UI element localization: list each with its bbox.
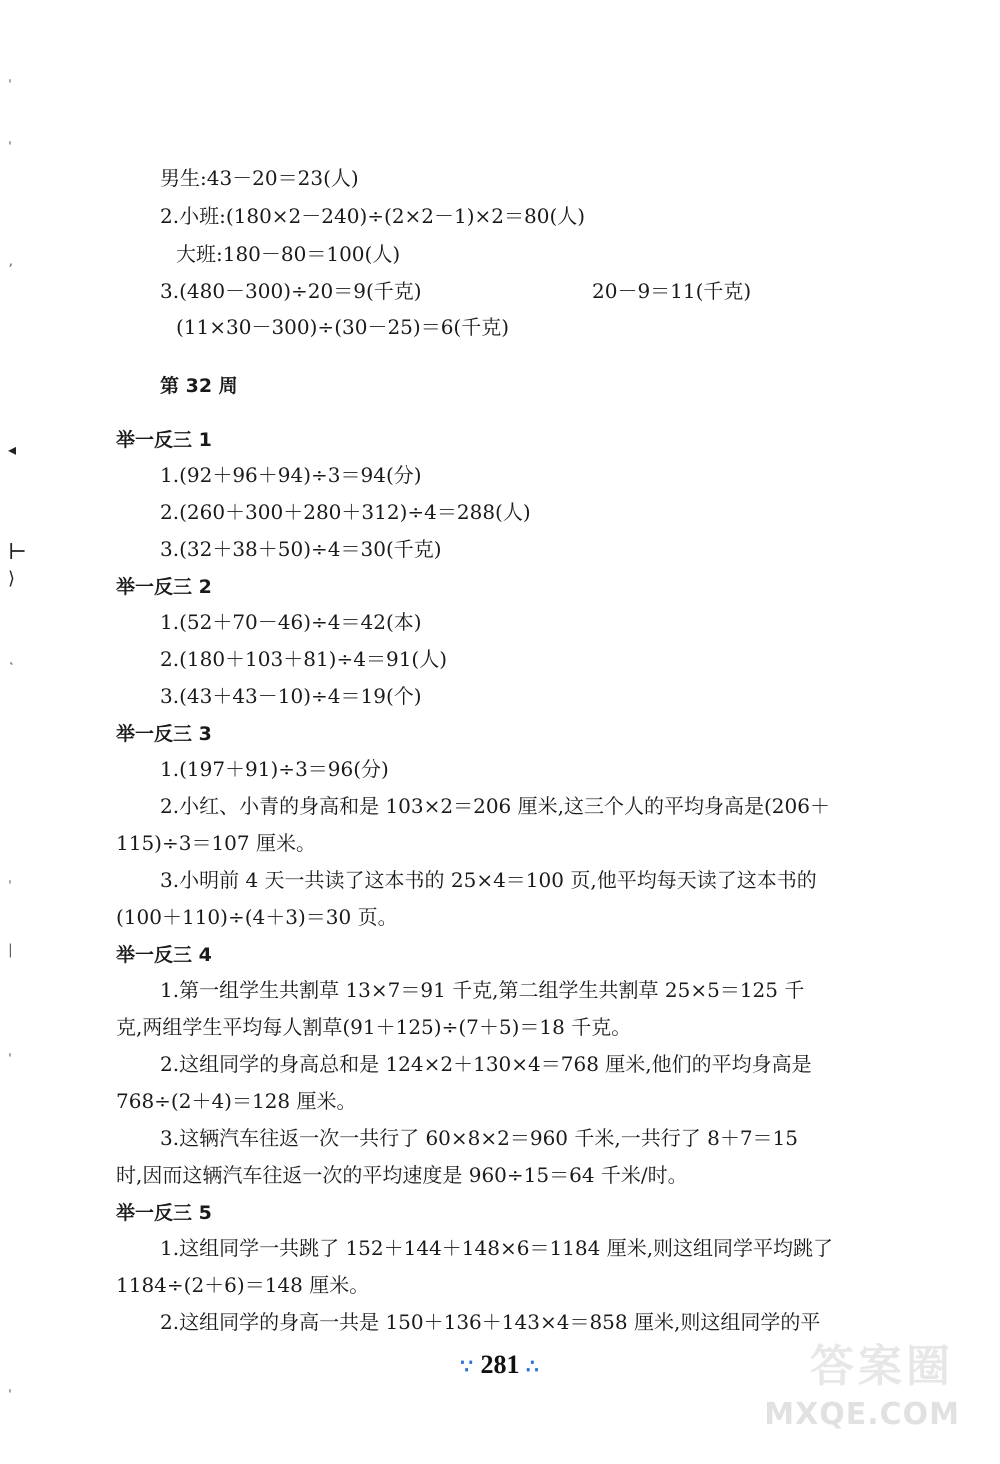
- watermark-url: MXQE.COM: [764, 1397, 960, 1432]
- text-line: 2.这组同学的身高一共是 150＋136＋143×4＝858 厘米,则这组同学的平: [160, 1310, 821, 1334]
- scan-mark: ⟩: [8, 568, 16, 589]
- text-line: 1.这组同学一共跳了 152＋144＋148×6＝1184 厘米,则这组同学平均跳了: [160, 1236, 834, 1260]
- text-line: 1184÷(2＋6)＝148 厘米。: [116, 1273, 370, 1297]
- text-line: (100＋110)÷(4＋3)＝30 页。: [116, 905, 398, 929]
- section-heading: 举一反三 5: [116, 1202, 212, 1224]
- page-number-value: 281: [480, 1350, 520, 1379]
- text-line: 3.(43＋43－10)÷4＝19(个): [160, 684, 422, 708]
- text-line: 1.第一组学生共割草 13×7＝91 千克,第二组学生共割草 25×5＝125 千: [160, 978, 805, 1002]
- scan-mark: ˈ: [8, 78, 12, 94]
- text-line: 男生:43－20＝23(人): [160, 166, 359, 190]
- text-line: 3.(480－300)÷20＝9(千克): [160, 279, 422, 303]
- section-heading: 举一反三 3: [116, 723, 212, 745]
- week-heading: 第 32 周: [160, 375, 238, 397]
- text-line: 1.(92＋96＋94)÷3＝94(分): [160, 463, 422, 487]
- section-heading: 举一反三 4: [116, 944, 212, 966]
- text-line: 3.小明前 4 天一共读了这本书的 25×4＝100 页,他平均每天读了这本书的: [160, 868, 817, 892]
- scan-mark: ˈ: [8, 1388, 12, 1404]
- scan-mark: ʼ: [8, 262, 13, 278]
- scan-mark: ˈ: [8, 1052, 12, 1068]
- watermark-cn: 答案圈: [810, 1341, 954, 1392]
- dots-right-icon: ∴: [526, 1356, 540, 1378]
- scan-mark: ⊢: [8, 540, 27, 565]
- text-line: 3.(32＋38＋50)÷4＝30(千克): [160, 537, 442, 561]
- text-line: 2.小红、小青的身高和是 103×2＝206 厘米,这三个人的平均身高是(206＋: [160, 794, 830, 818]
- text-line: 115)÷3＝107 厘米。: [116, 831, 316, 855]
- scan-mark: ˌ: [8, 870, 12, 886]
- text-line: 768÷(2＋4)＝128 厘米。: [116, 1089, 357, 1113]
- text-line: 时,因而这辆汽车往返一次的平均速度是 960÷15＝64 千米/时。: [116, 1163, 688, 1187]
- text-line: 大班:180－80＝100(人): [176, 242, 401, 266]
- text-line: 2.(260＋300＋280＋312)÷4＝288(人): [160, 500, 531, 524]
- text-line: 2.小班:(180×2－240)÷(2×2－1)×2＝80(人): [160, 204, 586, 228]
- watermark-logo: [764, 1332, 982, 1442]
- text-line: 2.这组同学的身高总和是 124×2＋130×4＝768 厘米,他们的平均身高是: [160, 1052, 812, 1076]
- text-line: (11×30－300)÷(30－25)＝6(千克): [176, 315, 510, 339]
- text-line: 2.(180＋103＋81)÷4＝91(人): [160, 647, 448, 671]
- text-line: 3.这辆汽车往返一次一共行了 60×8×2＝960 千米,一共行了 8＋7＝15: [160, 1126, 798, 1150]
- text-line: 克,两组学生平均每人割草(91＋125)÷(7＋5)＝18 千克。: [116, 1015, 632, 1039]
- scan-mark: |: [8, 942, 13, 958]
- text-line-right: 20－9＝11(千克): [592, 279, 752, 303]
- text-line: 1.(52＋70－46)÷4＝42(本): [160, 610, 422, 634]
- dots-left-icon: ∵: [460, 1356, 474, 1378]
- scan-mark: ˈ: [8, 140, 12, 156]
- section-heading: 举一反三 2: [116, 576, 212, 598]
- section-heading: 举一反三 1: [116, 429, 212, 451]
- scan-mark: ◂: [8, 440, 17, 459]
- text-line: 1.(197＋91)÷3＝96(分): [160, 757, 389, 781]
- scan-mark: ˛: [8, 650, 15, 666]
